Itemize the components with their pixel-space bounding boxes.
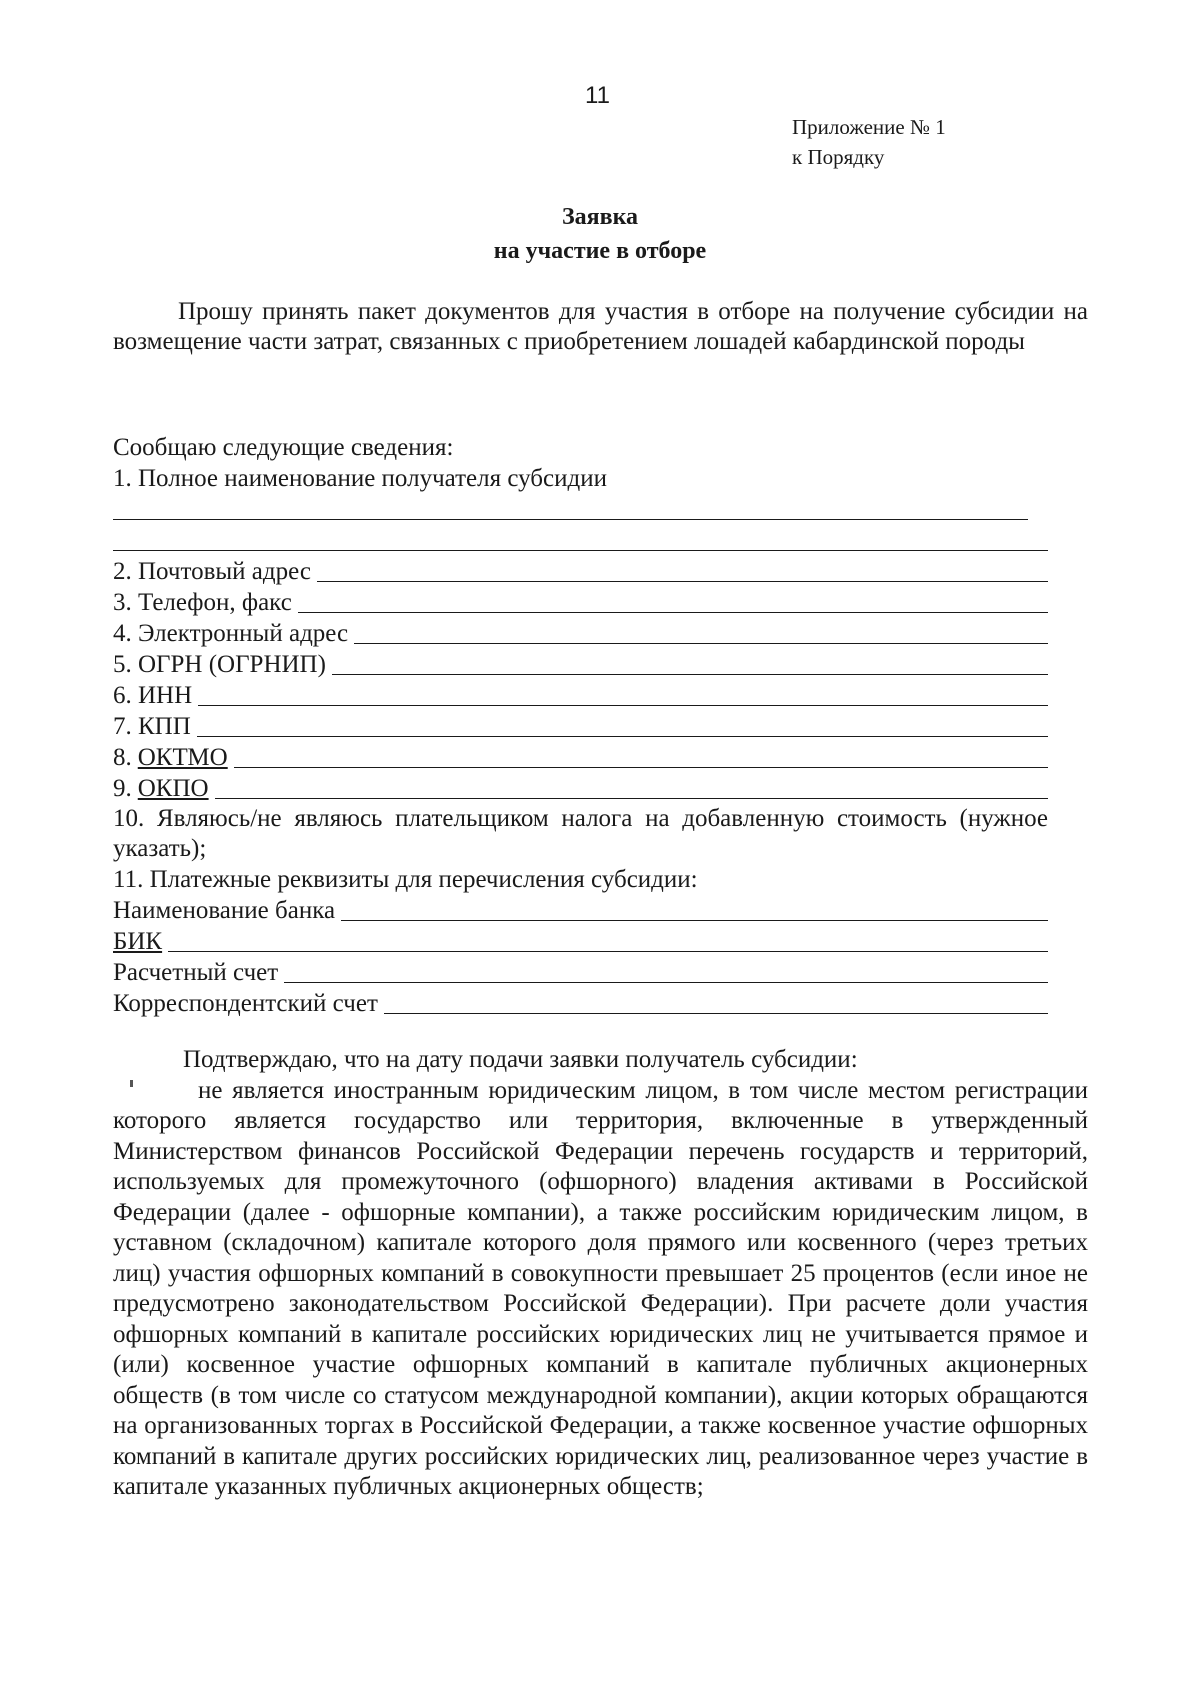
email-label: 4. Электронный адрес	[113, 620, 349, 647]
oktmo-label: ОКТМО	[137, 744, 228, 771]
inn-label: 6. ИНН	[113, 682, 193, 709]
confirmation-body: не является иностранным юридическим лицом, в том числе местом регистрации которого является государство или территория, включенные в утвержденный Министерством финансов Российской Федерации перечень государств и территорий, используемых для промежуточного (офшорного) владения активами в Российской Федерации (далее - офшорные компании), а также российским юридическим лицом, в уставном (складочном) капитале которого доля прямого или косвенного (через третьих лиц) участия офшорных компаний в совокупности превышает 25 процентов (если иное не предусмотрено законодательством Российской Федерации). При расчете доли участия офшорных компаний в капитале российских юридических лиц не учитывается прямое и (или) косвенное участие офшорных компаний в капитале публичных акционерных обществ (в том числе со статусом международной компании), акции которых обращаются на организованных торгах в Российской Федерации, а также косвенное участие офшорных компаний в капитале других российских юридических лиц, реализованное через участие в капитале указанных публичных акционерных обществ;	[113, 1076, 1088, 1500]
postal-address-label: 2. Почтовый адрес	[113, 558, 311, 585]
field-full-name-label: 1. Полное наименование получателя субсидии	[113, 465, 607, 492]
appendix-reference	[792, 112, 946, 172]
field-bik	[113, 926, 1048, 957]
field-inn	[113, 680, 1048, 711]
full-name-blank-1[interactable]	[113, 495, 1028, 520]
bank-name-blank[interactable]	[341, 896, 1048, 921]
bank-name-label: Наименование банка	[113, 897, 336, 924]
confirmation-section	[113, 1045, 1088, 1503]
info-heading	[113, 432, 1048, 463]
phone-fax-label: 3. Телефон, факс	[113, 589, 292, 616]
title-line-1: Заявка	[561, 204, 639, 230]
corr-account-label: Корреспондентский счет	[113, 990, 378, 1017]
okpo-blank[interactable]	[215, 774, 1048, 799]
bik-blank[interactable]	[168, 927, 1048, 952]
kpp-label: 7. КПП	[113, 713, 191, 740]
corr-account-blank[interactable]	[384, 989, 1048, 1014]
ogrn-label: 5. ОГРН (ОГРНИП)	[113, 651, 326, 678]
okpo-number: 9.	[113, 775, 132, 802]
field-okpo	[113, 773, 1048, 804]
document-title	[0, 200, 1200, 268]
full-name-blank-2[interactable]	[113, 526, 1048, 551]
field-ogrn	[113, 649, 1048, 680]
oktmo-number: 8.	[113, 744, 132, 771]
title-line-2: на участие в отборе	[493, 238, 707, 264]
ogrn-blank[interactable]	[332, 650, 1048, 675]
applicant-info-form	[113, 432, 1048, 1019]
confirmation-heading: Подтверждаю, что на дату подачи заявки получатель субсидии:	[183, 1046, 858, 1073]
email-blank[interactable]	[354, 619, 1048, 644]
field-payment-details	[113, 864, 1048, 895]
inn-blank[interactable]	[198, 681, 1048, 706]
appendix-line-2: к Порядку	[792, 145, 885, 169]
field-vat-status: 10. Являюсь/не являюсь плательщиком налога на добавленную стоимость (нужное указать);	[113, 805, 1048, 862]
okpo-label: ОКПО	[137, 775, 209, 802]
field-kpp	[113, 711, 1048, 742]
account-label: Расчетный счет	[113, 959, 279, 986]
oktmo-blank[interactable]	[234, 743, 1048, 768]
field-email	[113, 618, 1048, 649]
scan-speck	[130, 1080, 133, 1087]
field-corr-account	[113, 988, 1048, 1019]
phone-fax-blank[interactable]	[298, 588, 1048, 613]
field-full-name-line-1	[113, 494, 1048, 525]
payment-details-label: 11. Платежные реквизиты для перечисления субсидии:	[113, 866, 698, 893]
bik-label: БИК	[113, 928, 163, 955]
field-full-name	[113, 463, 1048, 494]
field-full-name-line-2	[113, 525, 1048, 556]
field-bank-name	[113, 895, 1048, 926]
field-postal-address	[113, 556, 1048, 587]
field-account	[113, 957, 1048, 988]
field-phone-fax	[113, 587, 1048, 618]
account-blank[interactable]	[284, 958, 1048, 983]
postal-address-blank[interactable]	[317, 557, 1048, 582]
page-number: 11	[585, 82, 610, 109]
intro-paragraph: Прошу принять пакет документов для участия в отборе на получение субсидии на возмещение части затрат, связанных с приобретением лошадей кабардинской породы	[113, 298, 1088, 355]
kpp-blank[interactable]	[197, 712, 1048, 737]
info-heading-text: Сообщаю следующие сведения:	[113, 434, 454, 461]
appendix-line-1: Приложение № 1	[792, 115, 946, 139]
field-oktmo	[113, 742, 1048, 773]
